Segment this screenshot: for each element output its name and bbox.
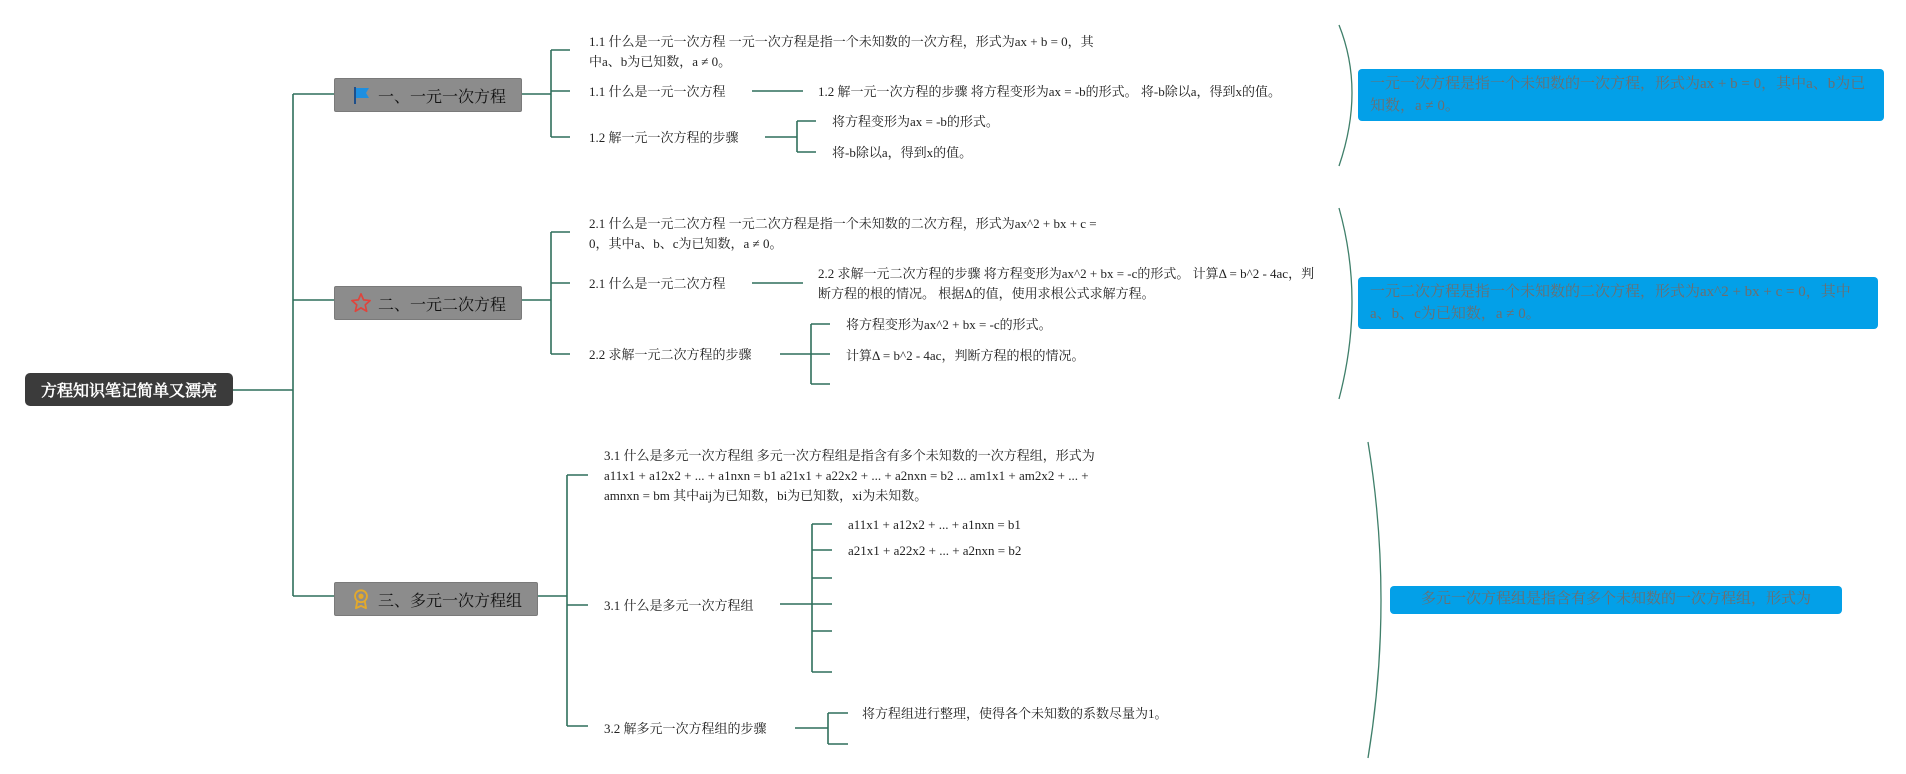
b2-what-child[interactable]: 2.2 求解一元二次方程的步骤 将方程变形为ax^2 + bx = -c的形式。 计算Δ = b^2 - 4ac，判断方程的根的情况。 根据Δ的值，使用求根公式求解方程。 (818, 266, 1315, 301)
b3-what-node[interactable]: 3.1 什么是多元一次方程组 (604, 598, 754, 613)
b1-steps-node[interactable]: 1.2 解一元一次方程的步骤 (589, 130, 739, 145)
b3-eq-2[interactable]: a21x1 + a22x2 + ... + a2nxn = b2 (848, 543, 1022, 558)
b1-intro-text[interactable]: 1.1 什么是一元一次方程 一元一次方程是指一个未知数的一次方程，形式为ax + b = 0，其中a、b为已知数，a ≠ 0。 (589, 34, 1094, 69)
b2-summary[interactable]: 一元二次方程是指一个未知数的二次方程，形式为ax^2 + bx + c = 0，其中a、b、c为已知数，a ≠ 0。 (1358, 277, 1878, 329)
flag-icon (350, 84, 372, 106)
b1-summary[interactable]: 一元一次方程是指一个未知数的一次方程，形式为ax + b = 0，其中a、b为已知数，a ≠ 0。 (1358, 69, 1884, 121)
branch-label: 二、一元二次方程 (377, 296, 506, 314)
medal-icon (350, 588, 372, 610)
b3-summary[interactable]: 多元一次方程组是指含有多个未知数的一次方程组，形式为 (1390, 586, 1842, 614)
b2-step-1[interactable]: 将方程变形为ax^2 + bx = -c的形式。 (846, 317, 1052, 332)
b1-step-1[interactable]: 将方程变形为ax = -b的形式。 (832, 114, 999, 129)
b3-eq-1[interactable]: a11x1 + a12x2 + ... + a1nxn = b1 (848, 517, 1021, 532)
b1-what-child[interactable]: 1.2 解一元一次方程的步骤 将方程变形为ax = -b的形式。 将-b除以a，得到x的值。 (818, 84, 1282, 99)
b3-steps-node[interactable]: 3.2 解多元一次方程组的步骤 (604, 721, 767, 736)
summary-brace (1368, 442, 1381, 758)
b2-what-node[interactable]: 2.1 什么是一元二次方程 (589, 276, 726, 291)
b3-step-1[interactable]: 将方程组进行整理，使得各个未知数的系数尽量为1。 (862, 706, 1168, 721)
branch-label: 一、一元一次方程 (377, 88, 506, 106)
summary-brace (1339, 25, 1352, 166)
b2-intro-text[interactable]: 2.1 什么是一元二次方程 一元二次方程是指一个未知数的二次方程，形式为ax^2 + bx + c = 0，其中a、b、c为已知数，a ≠ 0。 (589, 216, 1097, 251)
b1-step-2[interactable]: 将-b除以a，得到x的值。 (832, 145, 973, 160)
b2-step-2[interactable]: 计算Δ = b^2 - 4ac，判断方程的根的情况。 (846, 348, 1085, 363)
b1-what-node[interactable]: 1.1 什么是一元一次方程 (589, 84, 726, 99)
star-icon (350, 292, 372, 314)
root-topic[interactable]: 方程知识笔记简单又漂亮 (25, 373, 233, 406)
summary-brace (1339, 208, 1352, 399)
branch-linear-system[interactable] (334, 582, 538, 616)
branch-label: 三、多元一次方程组 (377, 592, 522, 610)
b3-intro-text[interactable]: 3.1 什么是多元一次方程组 多元一次方程组是指含有多个未知数的一次方程组，形式为 a11x1 + a12x2 + ... + a1nxn = b1 a21x1 + a22x2 + ... + a2nxn = b2 ... am1x1 + am2x2 + ... + amnxn = bm 其中aij为已知数，bi为已知数，xi为未知数。 (604, 448, 1095, 503)
branch-linear-equation[interactable] (334, 78, 522, 112)
b2-steps-node[interactable]: 2.2 求解一元二次方程的步骤 (589, 347, 752, 362)
branch-quadratic-equation[interactable] (334, 286, 522, 320)
